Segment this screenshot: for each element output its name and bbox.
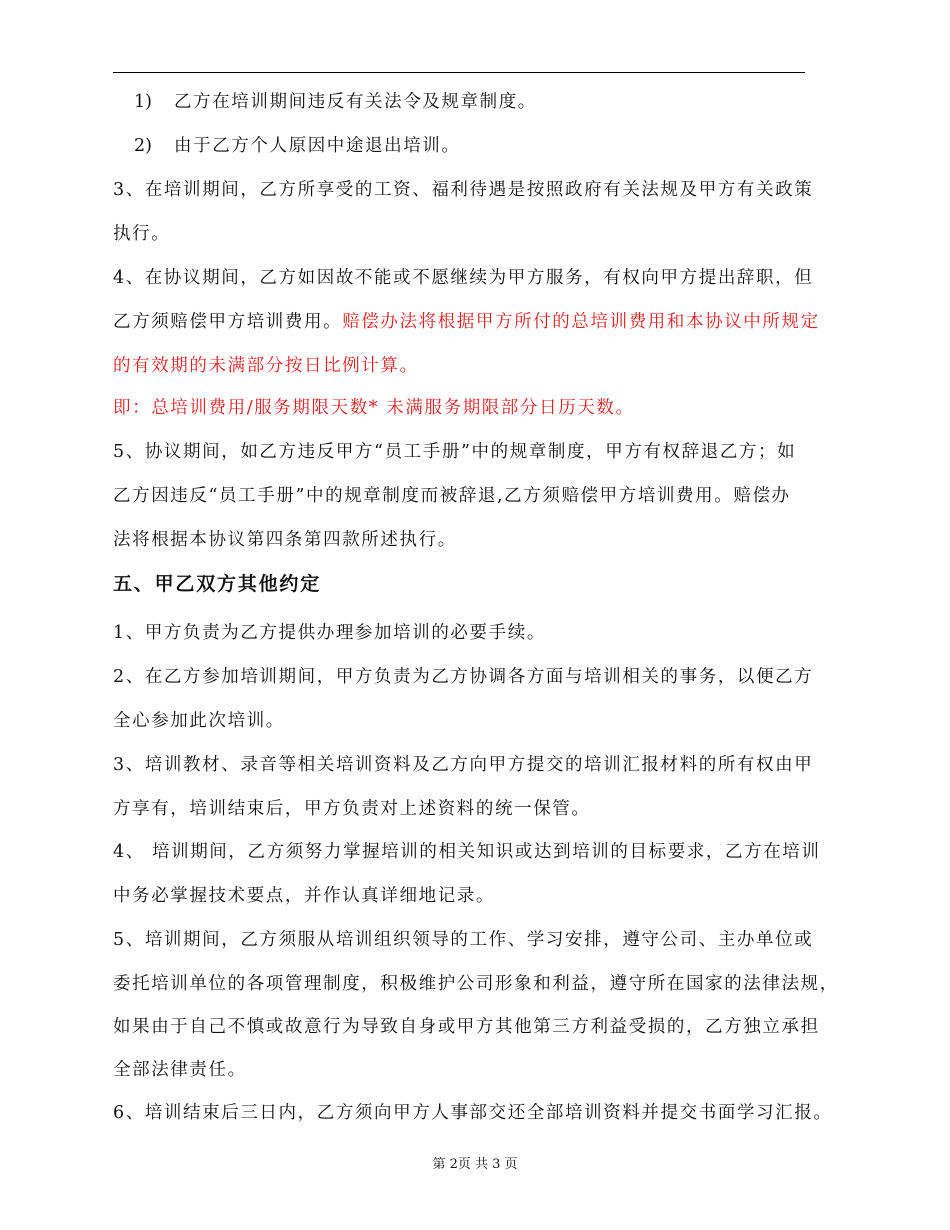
clause-4-line-2: 中务必掌握技术要点，并作认真详细地记录。	[113, 886, 495, 906]
clause-5-line-2: 委托培训单位的各项管理制度，积极维护公司形象和利益，遵守所在国家的法律法规，	[113, 974, 839, 994]
compensation-method-line-2: 的有效期的未满部分按日比例计算。	[113, 356, 419, 376]
list-item-1	[134, 90, 537, 114]
paragraph-5-line-2: 乙方因违反“员工手册”中的规章制度而被辞退,乙方须赔偿甲方培训费用。赔偿办	[113, 486, 791, 506]
paragraph-3-line-2: 执行。	[113, 224, 171, 244]
page-number: 第 2页 共 3 页	[432, 1157, 518, 1172]
paragraph-5-line-1: 5、协议期间，如乙方违反甲方“员工手册”中的规章制度，甲方有权辞退乙方；如	[113, 442, 797, 462]
paragraph-4-text: 乙方须赔偿甲方培训费用。	[113, 312, 343, 332]
clause-2-line-1: 2、在乙方参加培训期间，甲方负责为乙方协调各方面与培训相关的事务，以便乙方	[113, 667, 814, 687]
paragraph-3-line-1: 3、在培训期间，乙方所享受的工资、福利待遇是按照政府有关法规及甲方有关政策	[113, 180, 814, 200]
section-heading: 五、甲乙双方其他约定	[113, 573, 322, 595]
header-rule	[113, 72, 805, 73]
clause-5-line-1: 5、培训期间，乙方须服从培训组织领导的工作、学习安排，遵守公司、主办单位或	[113, 930, 814, 950]
list-number: 1)	[134, 92, 152, 112]
clause-2-line-2: 全心参加此次培训。	[113, 711, 285, 731]
clause-3-line-1: 3、培训教材、录音等相关培训资料及乙方向甲方提交的培训汇报材料的所有权由甲	[113, 755, 814, 775]
list-number: 2)	[134, 136, 152, 156]
compensation-formula: 即：总培训费用/服务期限天数* 未满服务期限部分日历天数。	[113, 398, 635, 418]
paragraph-4-line-1: 4、在协议期间，乙方如因故不能或不愿继续为甲方服务，有权向甲方提出辞职，但	[113, 268, 814, 288]
list-item-2	[134, 134, 461, 158]
compensation-method-text: 赔偿办法将根据甲方所付的总培训费用和本协议中所规定	[342, 312, 820, 332]
clause-5-line-3: 如果由于自己不慎或故意行为导致自身或甲方其他第三方利益受损的，乙方独立承担	[113, 1017, 820, 1037]
list-text: 由于乙方个人原因中途退出培训。	[174, 136, 461, 156]
paragraph-5-line-3: 法将根据本协议第四条第四款所述执行。	[113, 530, 457, 550]
clause-4-line-1: 4、 培训期间，乙方须努力掌握培训的相关知识或达到培训的目标要求，乙方在培训	[113, 842, 821, 862]
paragraph-4-line-2	[113, 310, 820, 334]
clause-1-line-1: 1、甲方负责为乙方提供办理参加培训的必要手续。	[113, 623, 546, 643]
clause-6-line-1: 6、培训结束后三日内，乙方须向甲方人事部交还全部培训资料并提交书面学习汇报。	[113, 1103, 833, 1123]
clause-5-line-4: 全部法律责任。	[113, 1060, 247, 1080]
list-text: 乙方在培训期间违反有关法令及规章制度。	[174, 92, 537, 112]
clause-3-line-2: 方享有，培训结束后，甲方负责对上述资料的统一保管。	[113, 799, 591, 819]
